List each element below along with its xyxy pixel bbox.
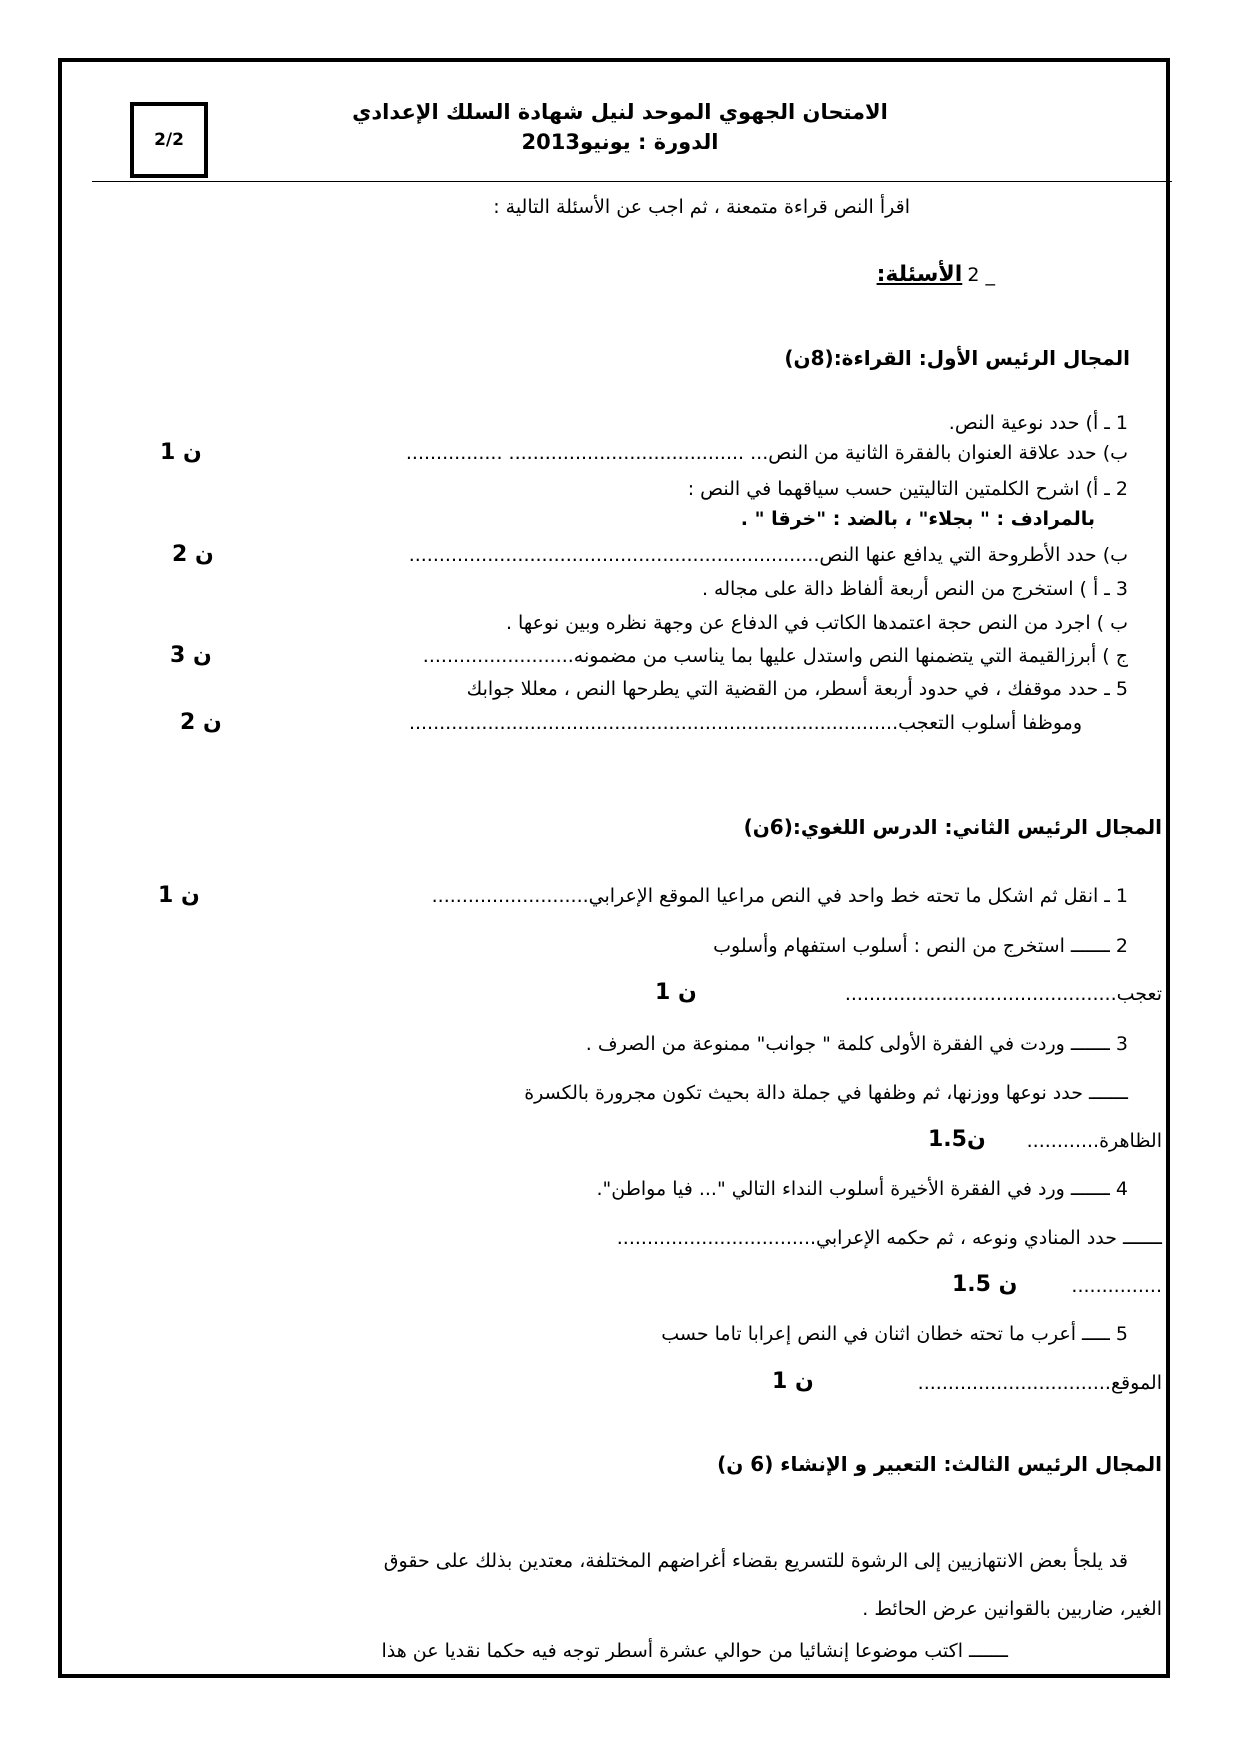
s3-line: ـــــــ اكتب موضوعا إنشائيا من حوالي عشرة أسطر توجه فيه حكما نقديا عن هذا <box>381 1640 1008 1662</box>
page-number: 2/2 <box>154 130 184 150</box>
s1-line: 2 ـ أ) اشرح الكلمتين التاليتين حسب سياقهما في النص : <box>687 478 1128 500</box>
s2-line: ............... <box>1071 1275 1162 1297</box>
s1-line: 3 ـ أ ) استخرج من النص أربعة ألفاظ دالة على مجاله . <box>701 578 1128 600</box>
section2-title: المجال الرئيس الثاني: الدرس اللغوي:(6ن) <box>743 815 1162 839</box>
s1-line: 5 ـ حدد موقفك ، في حدود أربعة أسطر، من القضية التي يطرحها النص ، معللا جوابك <box>466 678 1128 700</box>
s1-line: 1 ـ أ) حدد نوعية النص. <box>948 412 1128 434</box>
s2-points: 1 ن <box>158 883 200 908</box>
s2-line: 3 ـــــــ وردت في الفقرة الأولى كلمة " جوانب" ممنوعة من الصرف . <box>585 1033 1128 1055</box>
s2-line: 2 ـــــــ استخرج من النص : أسلوب استفهام وأسلوب <box>713 935 1128 957</box>
s2-points: 1 ن <box>655 980 697 1005</box>
s3-line: الغير، ضاربين بالقوانين عرض الحائط . <box>862 1598 1162 1620</box>
page-number-box <box>130 102 208 178</box>
questions-heading <box>877 262 995 287</box>
s2-line: 4 ـــــــ ورد في الفقرة الأخيرة أسلوب النداء التالي "... فيا مواطن". <box>596 1178 1128 1200</box>
s1-line: ب ) اجرد من النص حجة اعتمدها الكاتب في الدفاع عن وجهة نظره وبين نوعها . <box>505 612 1128 634</box>
s3-line: قد يلجأ بعض الانتهازيين إلى الرشوة للتسريع بقضاء أغراضهم المختلفة، معتدين بذلك على حقوق <box>383 1550 1128 1572</box>
instruction: اقرأ النص قراءة متمعنة ، ثم اجب عن الأسئلة التالية : <box>493 196 910 218</box>
s1-points: 3 ن <box>170 643 212 668</box>
exam-title: الامتحان الجهوي الموحد لنيل شهادة السلك الإعدادي <box>352 100 888 124</box>
s1-line: ب) حدد علاقة العنوان بالفقرة الثانية من النص... ....................................... ................ <box>405 442 1128 464</box>
section1-title: المجال الرئيس الأول: القراءة:(8ن) <box>784 346 1130 370</box>
page-border <box>58 58 1170 1678</box>
s1-line: بالمرادف : " بجلاء" ، بالضد : "خرقا " . <box>740 508 1095 530</box>
s2-points: 1 ن <box>772 1369 814 1394</box>
s2-points: 1.5ن <box>928 1127 986 1152</box>
s1-points: 1 ن <box>160 440 202 465</box>
s2-points: 1.5 ن <box>952 1272 1018 1297</box>
section3-title: المجال الرئيس الثالث: التعبير و الإنشاء (6 ن) <box>717 1452 1162 1476</box>
s1-points: 2 ن <box>180 710 222 735</box>
s2-line: الموقع................................ <box>917 1372 1162 1394</box>
s2-line: 5 ـــــ أعرب ما تحته خطان اثنان في النص إعرابا تاما حسب <box>661 1323 1128 1345</box>
s1-points: 2 ن <box>172 542 214 567</box>
header-divider <box>92 181 1172 182</box>
s1-line: وموظفا أسلوب التعجب................................................................................. <box>408 712 1082 734</box>
s2-line: تعجب............................................. <box>844 983 1162 1005</box>
questions-number: 2 _ <box>967 264 995 286</box>
s2-line: 1 ـ انقل ثم اشكل ما تحته خط واحد في النص مراعيا الموقع الإعرابي.......................... <box>431 885 1128 907</box>
exam-session: الدورة : يونيو2013 <box>521 130 719 154</box>
s2-line: ـــــــ حدد المنادي ونوعه ، ثم حكمه الإعرابي................................. <box>616 1227 1162 1249</box>
s2-line: ـــــــ حدد نوعها ووزنها، ثم وظفها في جملة دالة بحيث تكون مجرورة بالكسرة <box>524 1082 1128 1104</box>
s2-line: الظاهرة............ <box>1026 1130 1162 1152</box>
questions-title: الأسئلة: <box>876 262 963 287</box>
s1-line: ج ) أبرزالقيمة التي يتضمنها النص واستدل عليها بما يناسب من مضمونه......................... <box>422 645 1128 667</box>
s1-line: ب) حدد الأطروحة التي يدافع عنها النص.................................................................... <box>408 544 1128 566</box>
